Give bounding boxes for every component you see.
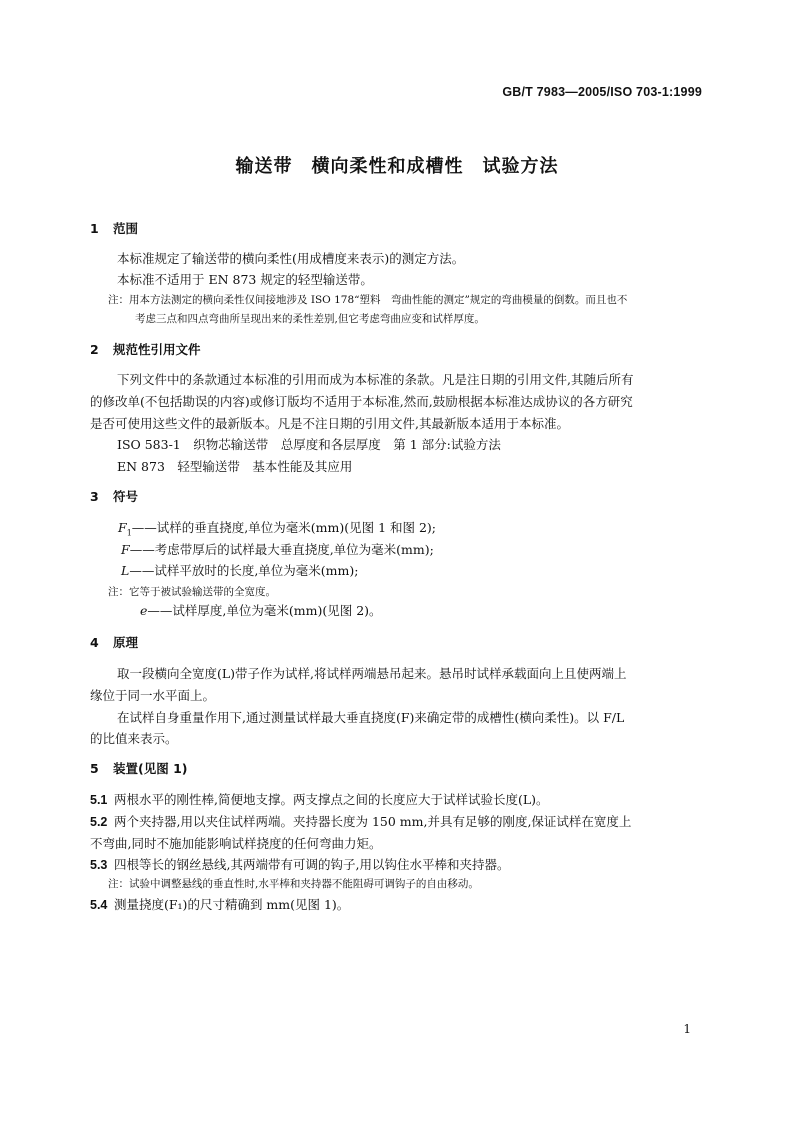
reference-iso-583-1: ISO 583-1 织物芯输送带 总厚度和各层厚度 第 1 部分:试验方法 — [117, 437, 501, 452]
clause-5-1: 5.1 两根水平的刚性棒,简便地支撑。两支撑点之间的长度应大于试样试验长度(L)。 — [90, 792, 549, 807]
section-2-line-1: 下列文件中的条款通过本标准的引用而成为本标准的条款。凡是注日期的引用文件,其随后所有 — [117, 372, 634, 387]
section-3-note: 注：它等于被试验输送带的全宽度。 — [108, 586, 276, 598]
standard-number: GB/T 7983—2005/ISO 703-1:1999 — [502, 85, 702, 99]
section-1-paragraph-2: 本标准不适用于 EN 873 规定的轻型输送带。 — [117, 272, 373, 287]
section-2-line-3: 是否可使用这些文件的最新版本。凡是不注日期的引用文件,其最新版本适用于本标准。 — [90, 416, 569, 431]
section-1-note-line-1: 注：用本方法测定的横向柔性仅间接地涉及 ISO 178“塑料 弯曲性能的测定”规定的弯曲模量的倒数。而且也不 — [108, 294, 628, 306]
section-1-note-line-2: 考虑三点和四点弯曲所呈现出来的柔性差别,但它考虑弯曲应变和试样厚度。 — [135, 313, 485, 325]
symbol-f1: $F_1——$试样的垂直挠度,单位为毫米(mm)(见图 1 和图 2); — [118, 520, 437, 538]
section-5-heading: 5 装置(见图 1) — [90, 761, 188, 776]
symbol-e: e——试样厚度,单位为毫米(mm)(见图 2)。 — [140, 603, 382, 618]
clause-5-4: 5.4 测量挠度(F₁)的尺寸精确到 mm(见图 1)。 — [90, 897, 350, 912]
reference-en-873: EN 873 轻型输送带 基本性能及其应用 — [117, 459, 353, 474]
section-2-line-2: 的修改单(不包括勘误的内容)或修订版均不适用于本标准,然而,鼓励根据本标准达成协议的各方研究 — [90, 394, 633, 409]
section-1-heading: 1 范围 — [90, 221, 139, 236]
page-number: 1 — [683, 1022, 691, 1036]
section-4-line-1: 取一段横向全宽度(L)带子作为试样,将试样两端悬吊起来。悬吊时试样承载面向上且使两端上 — [117, 666, 627, 681]
section-4-heading: 4 原理 — [90, 635, 139, 650]
section-2-heading: 2 规范性引用文件 — [90, 342, 201, 357]
symbol-l: L——试样平放时的长度,单位为毫米(mm); — [121, 563, 359, 578]
clause-5-2: 5.2 两个夹持器,用以夹住试样两端。夹持器长度为 150 mm,并具有足够的刚度,保证试样在宽度上 — [90, 814, 632, 829]
section-1-paragraph-1: 本标准规定了输送带的横向柔性(用成槽度来表示)的测定方法。 — [117, 251, 465, 266]
clause-5-3: 5.3 四根等长的钢丝悬线,其两端带有可调的钩子,用以钩住水平棒和夹持器。 — [90, 857, 510, 872]
section-4-line-4: 的比值来表示。 — [90, 731, 178, 746]
section-4-line-3: 在试样自身重量作用下,通过测量试样最大垂直挠度(F)来确定带的成槽性(横向柔性)。以 F/L — [117, 710, 625, 725]
clause-5-2-continued: 不弯曲,同时不施加能影响试样挠度的任何弯曲力矩。 — [90, 836, 382, 851]
document-title: 输送带 横向柔性和成槽性 试验方法 — [235, 156, 559, 177]
section-3-heading: 3 符号 — [90, 489, 139, 504]
symbol-f: F——考虑带厚后的试样最大垂直挠度,单位为毫米(mm); — [121, 542, 434, 557]
section-4-line-2: 缘位于同一水平面上。 — [90, 688, 216, 703]
clause-5-3-note: 注：试验中调整悬线的垂直性时,水平棒和夹持器不能阻碍可调钩子的自由移动。 — [108, 878, 479, 890]
